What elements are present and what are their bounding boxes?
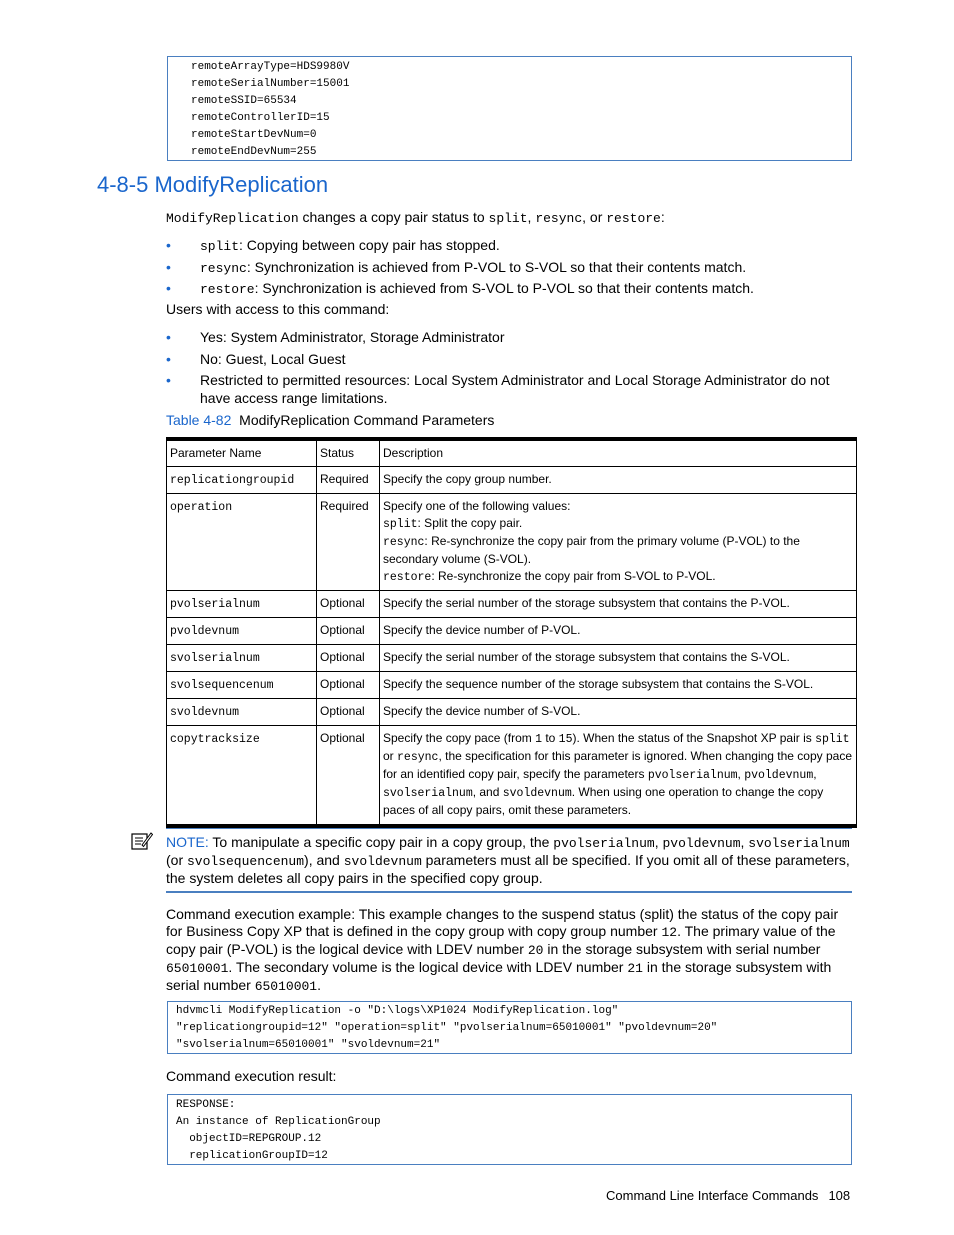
table-header-row bbox=[167, 439, 857, 467]
list-item-status-resync: • resync: Synchronization is achieved from P-VOL to S-VOL so that their contents match. bbox=[166, 259, 747, 276]
table-row: copytracksize Optional Specify the copy pace (from 1 to 15). When the status of the Snapshot XP pair is split or resync, the specification for this parameter is ignored. When changing the copy pace for an identified copy pair, specify the parameters pvolserialnum, pvoldevnum, svolserialnum, and svoldevnum. When using one operation to change the copy paces of all copy pairs, omit these parameters. bbox=[167, 726, 857, 827]
code-line: remoteSSID=65534 bbox=[191, 95, 297, 107]
list-item-status-split: • split: Copying between copy pair has stopped. bbox=[166, 237, 500, 254]
bullet-icon: • bbox=[166, 280, 171, 296]
code-line: replicationGroupID=12 bbox=[176, 1150, 328, 1162]
code-line: objectID=REPGROUP.12 bbox=[176, 1133, 322, 1145]
bullet-icon: • bbox=[166, 259, 171, 275]
code-line: "replicationgroupid=12" "operation=split" "pvolserialnum=65010001" "pvoldevnum=20" bbox=[176, 1022, 718, 1034]
section-heading: 4-8-5 ModifyReplication bbox=[97, 172, 329, 197]
code-line: remoteEndDevNum=255 bbox=[191, 146, 317, 158]
page-footer bbox=[606, 1188, 850, 1203]
bullet-icon: • bbox=[166, 372, 171, 388]
table-row: operation Required Specify one of the following values: split: Split the copy pair. resync: Re-synchronize the copy pair from the primary volume (P-VOL) to the secondary volume (S-VOL). restore: Re-synchronize the copy pair from S-VOL to P-VOL. bbox=[167, 494, 857, 591]
column-header: Description bbox=[380, 439, 857, 467]
note-icon bbox=[131, 831, 153, 851]
table-row: svoldevnum Optional Specify the device number of S-VOL. bbox=[167, 699, 857, 726]
bullet-icon: • bbox=[166, 351, 171, 367]
code-line: "svolserialnum=65010001" "svoldevnum=21" bbox=[176, 1039, 441, 1051]
column-header: Parameter Name bbox=[167, 439, 317, 467]
list-item-status-restore: • restore: Synchronization is achieved from S-VOL to P-VOL so that their contents match. bbox=[166, 280, 754, 297]
code-block-example bbox=[167, 1001, 852, 1054]
parameters-table bbox=[166, 437, 857, 828]
code-block-result bbox=[167, 1094, 852, 1165]
bullet-icon: • bbox=[166, 329, 171, 345]
code-line: An instance of ReplicationGroup bbox=[176, 1116, 381, 1128]
table-row: svolserialnum Optional Specify the serial number of the storage subsystem that contains the S-VOL. bbox=[167, 645, 857, 672]
list-item-users-restricted: • Restricted to permitted resources: Local System Administrator and Local Storage Administrator do not have access range limitations. bbox=[166, 372, 830, 406]
footer-section: Command Line Interface Commands bbox=[606, 1188, 819, 1203]
intro-paragraph: ModifyReplication changes a copy pair status to split, resync, or restore: bbox=[166, 209, 665, 226]
users-intro: Users with access to this command: bbox=[166, 301, 390, 317]
bullet-icon: • bbox=[166, 237, 171, 253]
code-line: hdvmcli ModifyReplication -o "D:\logs\XP1024 ModifyReplication.log" bbox=[176, 1005, 619, 1017]
code-line: remoteControllerID=15 bbox=[191, 112, 330, 124]
table-row: replicationgroupid Required Specify the copy group number. bbox=[167, 467, 857, 494]
result-label: Command execution result: bbox=[166, 1068, 337, 1084]
code-block-remote-array bbox=[167, 56, 852, 161]
example-paragraph: Command execution example: This example changes to the suspend status (split) the status of the copy pair for Business Copy XP that is defined in the copy group with copy group number 12. The primary value of the copy pair (P-VOL) is the logical device with LDEV number 20 in the storage subsystem with serial number 65010001. The secondary volume is the logical device with LDEV number 21 in the storage subsystem with serial number 65010001. bbox=[166, 906, 839, 994]
code-line: remoteSerialNumber=15001 bbox=[191, 78, 350, 90]
note-box: NOTE: To manipulate a specific copy pair in a copy group, the pvolserialnum, pvoldevnum, svolserialnum (or svolsequencenum), and svoldevnum parameters must all be specified. If you omit all of these parameters, the system deletes all copy pairs in the specified copy group. bbox=[166, 828, 852, 893]
column-header: Status bbox=[317, 439, 380, 467]
table-caption: Table 4-82 ModifyReplication Command Parameters bbox=[166, 412, 495, 428]
table-row: pvoldevnum Optional Specify the device number of P-VOL. bbox=[167, 618, 857, 645]
code-line: remoteStartDevNum=0 bbox=[191, 129, 317, 141]
table-row: svolsequencenum Optional Specify the sequence number of the storage subsystem that contains the S-VOL. bbox=[167, 672, 857, 699]
code-line: RESPONSE: bbox=[176, 1099, 236, 1111]
code-line: remoteArrayType=HDS9980V bbox=[191, 61, 350, 73]
note-label: NOTE: bbox=[166, 834, 209, 850]
list-item-users-yes: • Yes: System Administrator, Storage Administrator bbox=[166, 329, 505, 345]
list-item-users-no: • No: Guest, Local Guest bbox=[166, 351, 346, 367]
table-row: pvolserialnum Optional Specify the serial number of the storage subsystem that contains the P-VOL. bbox=[167, 591, 857, 618]
page-number: 108 bbox=[828, 1188, 851, 1203]
